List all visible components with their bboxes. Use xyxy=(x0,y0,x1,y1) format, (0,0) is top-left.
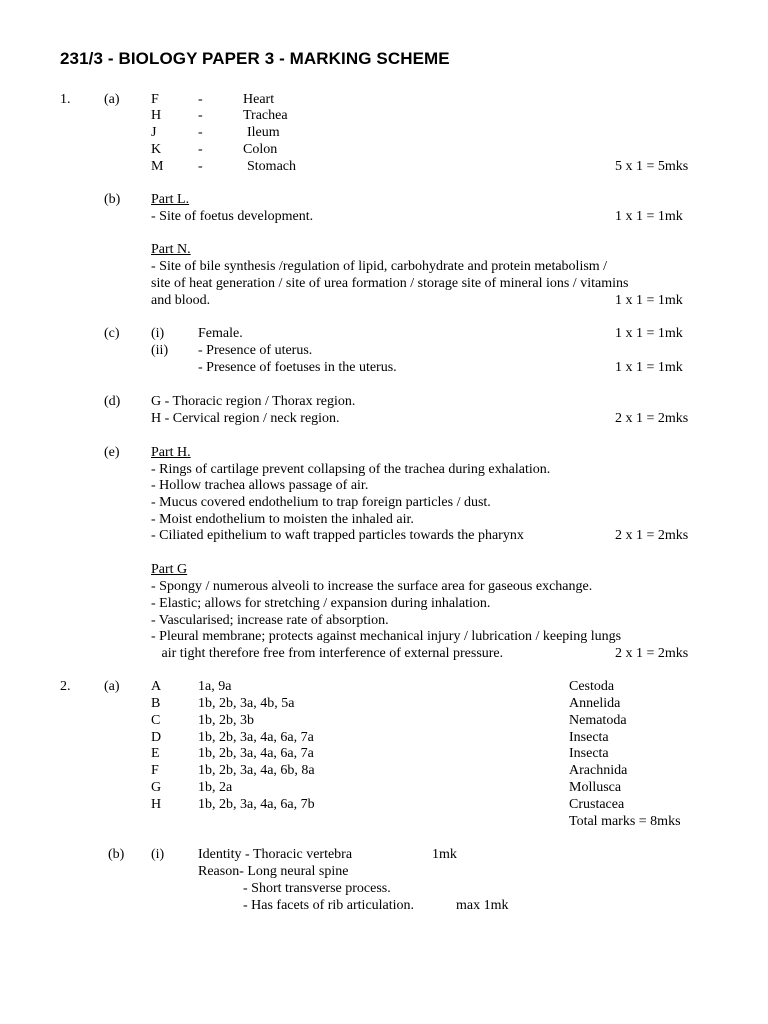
q1d-line: G - Thoracic region / Thorax region. xyxy=(151,394,356,409)
q2a-letter: F xyxy=(151,763,159,778)
q2a-group: Cestoda xyxy=(569,679,615,694)
q1b-part-l-marks: 1 x 1 = 1mk xyxy=(615,209,683,224)
q2a-letter: E xyxy=(151,746,160,761)
q2a-total: Total marks = 8mks xyxy=(569,814,681,829)
q2a-label: (a) xyxy=(104,679,120,694)
q2a-group: Crustacea xyxy=(569,797,625,812)
q2b-reason-marks: max 1mk xyxy=(456,898,509,913)
q2a-group: Nematoda xyxy=(569,713,627,728)
q1c-i-marks: 1 x 1 = 1mk xyxy=(615,326,683,341)
q1e-part-g-line: air tight therefore free from interference of external pressure. xyxy=(151,646,504,661)
q1a-marks: 5 x 1 = 5mks xyxy=(615,159,689,174)
q1c-ii-marks: 1 x 1 = 1mk xyxy=(615,360,683,375)
q1e-part-h-line: - Hollow trachea allows passage of air. xyxy=(151,478,369,493)
q1e-part-h-line: - Rings of cartilage prevent collapsing of the trachea during exhalation. xyxy=(151,462,551,477)
q1c-ii-label: (ii) xyxy=(151,343,169,358)
q2a-group: Arachnida xyxy=(569,763,628,778)
q1e-part-g-line: - Pleural membrane; protects against mechanical injury / lubrication / keeping lungs xyxy=(151,629,622,644)
q1b-part-n-line: and blood. xyxy=(151,293,211,308)
q1c-i-text: Female. xyxy=(198,326,243,341)
q2a-letter: D xyxy=(151,730,162,745)
q1a-dash: - xyxy=(198,92,203,107)
q1a-letter: F xyxy=(151,92,159,107)
q2a-key: 1b, 2b, 3b xyxy=(198,713,254,728)
q1b-part-l-heading: Part L. xyxy=(151,192,190,207)
q1a-letter: H xyxy=(151,108,162,123)
q1a-organ: Stomach xyxy=(247,159,296,174)
q1a-letter: M xyxy=(151,159,164,174)
question-2-number: 2. xyxy=(60,679,71,694)
q1e-part-h-marks: 2 x 1 = 2mks xyxy=(615,528,689,543)
q2a-key: 1a, 9a xyxy=(198,679,232,694)
q1b-part-l-text: - Site of foetus development. xyxy=(151,209,314,224)
q1a-organ: Trachea xyxy=(243,108,288,123)
q2a-key: 1b, 2b, 3a, 4a, 6a, 7a xyxy=(198,746,314,761)
q1e-part-h-line: - Moist endothelium to moisten the inhaled air. xyxy=(151,512,414,527)
q2a-key: 1b, 2b, 3a, 4a, 6a, 7a xyxy=(198,730,314,745)
q2a-key: 1b, 2b, 3a, 4a, 6a, 7b xyxy=(198,797,315,812)
q2a-key: 1b, 2a xyxy=(198,780,233,795)
q1b-label: (b) xyxy=(104,192,121,207)
q1e-part-h-line: - Mucus covered endothelium to trap foreign particles / dust. xyxy=(151,495,491,510)
q1a-dash: - xyxy=(198,142,203,157)
q1e-part-h-line: - Ciliated epithelium to waft trapped particles towards the pharynx xyxy=(151,528,524,543)
q2a-group: Insecta xyxy=(569,730,609,745)
q2b-reason-line: - Has facets of rib articulation. xyxy=(243,898,415,913)
q2b-identity: Identity - Thoracic vertebra xyxy=(198,847,353,862)
q2a-letter: G xyxy=(151,780,162,795)
q1a-letter: K xyxy=(151,142,162,157)
q1e-part-g-line: - Elastic; allows for stretching / expansion during inhalation. xyxy=(151,596,491,611)
q1c-label: (c) xyxy=(104,326,120,341)
q1e-part-g-line: - Spongy / numerous alveoli to increase the surface area for gaseous exchange. xyxy=(151,579,593,594)
q2a-group: Insecta xyxy=(569,746,609,761)
q1a-dash: - xyxy=(198,159,203,174)
q1b-part-n-marks: 1 x 1 = 1mk xyxy=(615,293,683,308)
q1a-organ: Heart xyxy=(243,92,275,107)
q2b-reason-line: - Short transverse process. xyxy=(243,881,391,896)
q2a-key: 1b, 2b, 3a, 4a, 6b, 8a xyxy=(198,763,315,778)
q2b-i-label: (i) xyxy=(151,847,165,862)
q2a-letter: C xyxy=(151,713,161,728)
q2b-reason: Reason- Long neural spine xyxy=(198,864,349,879)
q2a-group: Mollusca xyxy=(569,780,622,795)
q2b-identity-marks: 1mk xyxy=(432,847,457,862)
q1a-dash: - xyxy=(198,108,203,123)
q1e-part-g-line: - Vascularised; increase rate of absorption. xyxy=(151,613,389,628)
q2b-label: (b) xyxy=(108,847,125,862)
page-title: 231/3 - BIOLOGY PAPER 3 - MARKING SCHEME xyxy=(60,49,450,68)
q1a-organ: Colon xyxy=(243,142,278,157)
q1e-part-g-heading: Part G xyxy=(151,562,188,577)
q1d-marks: 2 x 1 = 2mks xyxy=(615,411,689,426)
q1d-label: (d) xyxy=(104,394,121,409)
q2a-letter: B xyxy=(151,696,161,711)
q1a-label: (a) xyxy=(104,92,120,107)
q2a-key: 1b, 2b, 3a, 4b, 5a xyxy=(198,696,295,711)
q1e-part-h-heading: Part H. xyxy=(151,445,191,460)
q1a-organ: Ileum xyxy=(247,125,280,140)
q1c-i-label: (i) xyxy=(151,326,165,341)
q1e-part-g-marks: 2 x 1 = 2mks xyxy=(615,646,689,661)
q1b-part-n-line: site of heat generation / site of urea formation / storage site of mineral ions / vitamins xyxy=(151,276,629,291)
q1b-part-n-line: - Site of bile synthesis /regulation of lipid, carbohydrate and protein metabolism / xyxy=(151,259,608,274)
q1a-letter: J xyxy=(151,125,157,140)
q1a-dash: - xyxy=(198,125,203,140)
q1d-line: H - Cervical region / neck region. xyxy=(151,411,340,426)
q1c-ii-line: - Presence of uterus. xyxy=(198,343,313,358)
q2a-letter: A xyxy=(151,679,162,694)
q1e-label: (e) xyxy=(104,445,120,460)
q2a-letter: H xyxy=(151,797,162,812)
q1c-ii-line: - Presence of foetuses in the uterus. xyxy=(198,360,397,375)
question-1-number: 1. xyxy=(60,92,71,107)
q2a-group: Annelida xyxy=(569,696,621,711)
q1b-part-n-heading: Part N. xyxy=(151,242,191,257)
